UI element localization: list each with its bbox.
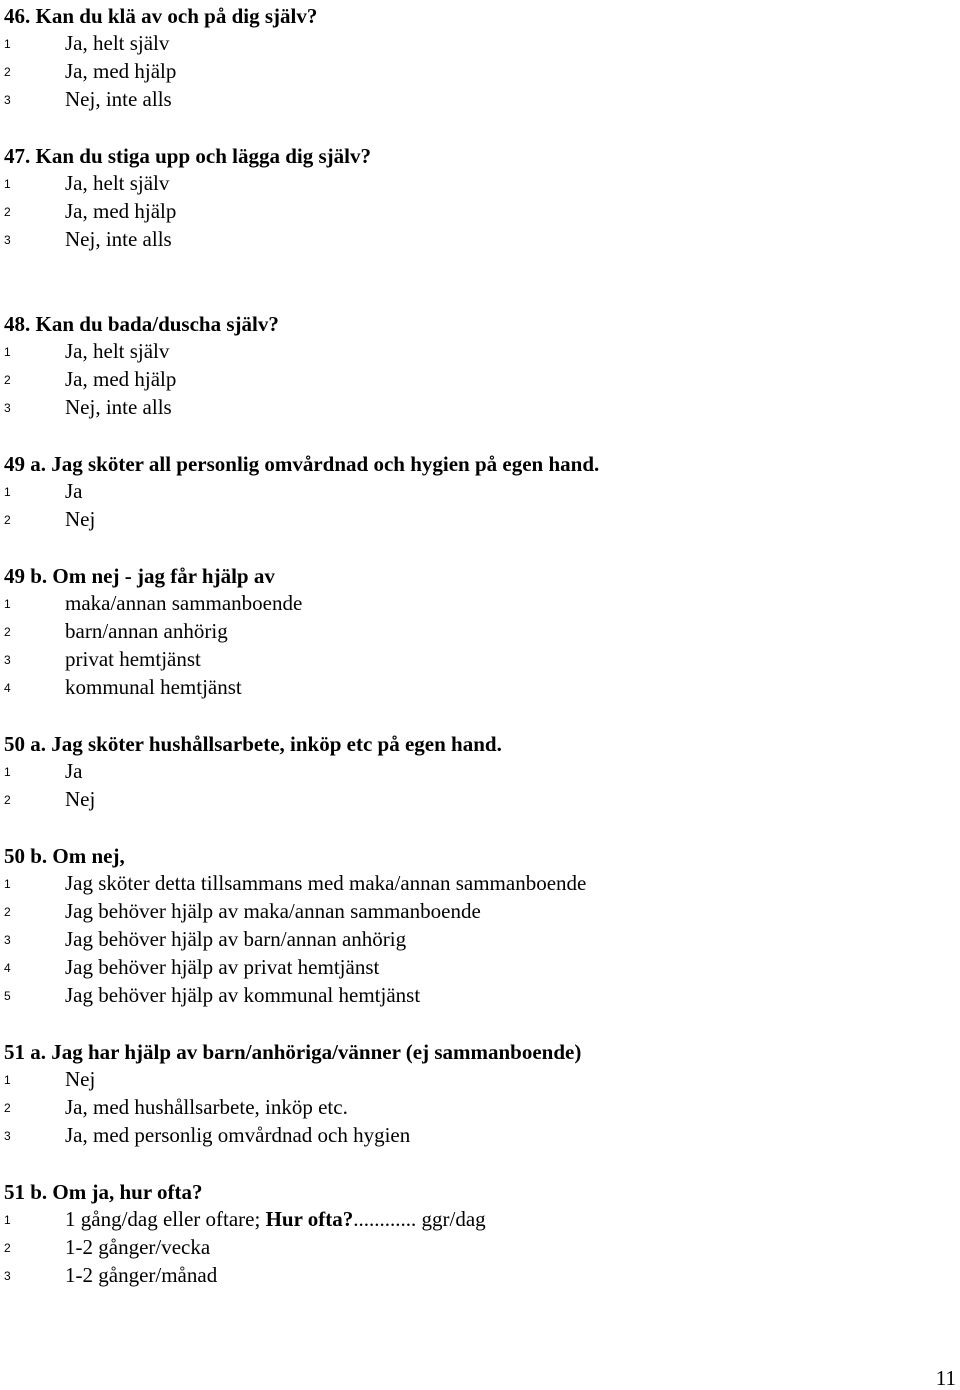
option-label: 1-2 gånger/vecka bbox=[65, 1235, 211, 1259]
option-text-before: 1 gång/dag eller oftare; bbox=[65, 1207, 266, 1231]
question-49b-title: 49 b. Om nej - jag får hjälp av bbox=[4, 564, 275, 588]
option-label: Ja, med hjälp bbox=[65, 199, 177, 223]
option-label: Ja, helt själv bbox=[65, 31, 170, 55]
option-number: 1 bbox=[4, 485, 11, 499]
option-label: Jag behöver hjälp av barn/annan anhörig bbox=[65, 927, 407, 951]
option-number: 2 bbox=[4, 905, 11, 919]
option-number: 3 bbox=[4, 933, 11, 947]
option-label: Jag behöver hjälp av privat hemtjänst bbox=[65, 955, 380, 979]
question-46-title: 46. Kan du klä av och på dig själv? bbox=[4, 4, 318, 28]
option-number: 4 bbox=[4, 681, 11, 695]
option-label: privat hemtjänst bbox=[65, 647, 201, 671]
option-number: 3 bbox=[4, 233, 11, 247]
option-number: 1 bbox=[4, 345, 11, 359]
option-label: kommunal hemtjänst bbox=[65, 675, 242, 699]
option-number: 3 bbox=[4, 1269, 11, 1283]
option-label: Ja bbox=[65, 479, 83, 503]
question-51a-title: 51 a. Jag har hjälp av barn/anhöriga/vänner (ej sammanboende) bbox=[4, 1040, 582, 1064]
option-label: Nej bbox=[65, 787, 96, 811]
option-number: 4 bbox=[4, 961, 11, 975]
option-label: Nej, inte alls bbox=[65, 87, 172, 111]
option-label: Ja, med hjälp bbox=[65, 367, 177, 391]
option-number: 3 bbox=[4, 653, 11, 667]
option-number: 2 bbox=[4, 1241, 11, 1255]
option-label: Nej, inte alls bbox=[65, 395, 172, 419]
option-number: 3 bbox=[4, 401, 11, 415]
option-label: barn/annan anhörig bbox=[65, 619, 228, 643]
option-number: 2 bbox=[4, 65, 11, 79]
option-label: Jag behöver hjälp av maka/annan sammanboende bbox=[65, 899, 481, 923]
question-51b-title: 51 b. Om ja, hur ofta? bbox=[4, 1180, 203, 1204]
option-label: Ja, helt själv bbox=[65, 171, 170, 195]
question-48-title: 48. Kan du bada/duscha själv? bbox=[4, 312, 279, 336]
option-number: 2 bbox=[4, 205, 11, 219]
option-label: Ja, med hushållsarbete, inköp etc. bbox=[65, 1095, 348, 1119]
option-number: 2 bbox=[4, 1101, 11, 1115]
option-number: 3 bbox=[4, 93, 11, 107]
question-47-title: 47. Kan du stiga upp och lägga dig själv? bbox=[4, 144, 372, 168]
option-label: Nej bbox=[65, 507, 96, 531]
question-49a-title: 49 a. Jag sköter all personlig omvårdnad och hygien på egen hand. bbox=[4, 452, 600, 476]
question-50b-title: 50 b. Om nej, bbox=[4, 844, 125, 868]
option-number: 1 bbox=[4, 1213, 11, 1227]
option-label: Ja, med personlig omvårdnad och hygien bbox=[65, 1123, 411, 1147]
option-label: Jag behöver hjälp av kommunal hemtjänst bbox=[65, 983, 421, 1007]
option-label: Ja, med hjälp bbox=[65, 59, 177, 83]
option-number: 5 bbox=[4, 989, 11, 1003]
option-label: maka/annan sammanboende bbox=[65, 591, 303, 615]
option-number: 1 bbox=[4, 177, 11, 191]
option-label: Jag sköter detta tillsammans med maka/annan sammanboende bbox=[65, 871, 587, 895]
option-text-after: ............ ggr/dag bbox=[353, 1207, 486, 1231]
option-number: 1 bbox=[4, 1073, 11, 1087]
option-label: Ja, helt själv bbox=[65, 339, 170, 363]
option-number: 1 bbox=[4, 877, 11, 891]
option-text-bold: Hur ofta? bbox=[265, 1207, 354, 1231]
option-number: 2 bbox=[4, 793, 11, 807]
option-label: 1-2 gånger/månad bbox=[65, 1263, 218, 1287]
option-label: Ja bbox=[65, 759, 83, 783]
option-number: 1 bbox=[4, 37, 11, 51]
option-number: 1 bbox=[4, 597, 11, 611]
option-number: 2 bbox=[4, 373, 11, 387]
option-label: Nej, inte alls bbox=[65, 227, 172, 251]
option-label bbox=[65, 1207, 486, 1231]
option-number: 3 bbox=[4, 1129, 11, 1143]
question-50a-title: 50 a. Jag sköter hushållsarbete, inköp etc på egen hand. bbox=[4, 732, 502, 756]
option-number: 2 bbox=[4, 625, 11, 639]
option-label: Nej bbox=[65, 1067, 96, 1091]
option-number: 1 bbox=[4, 765, 11, 779]
page-number: 11 bbox=[935, 1366, 956, 1390]
option-number: 2 bbox=[4, 513, 11, 527]
